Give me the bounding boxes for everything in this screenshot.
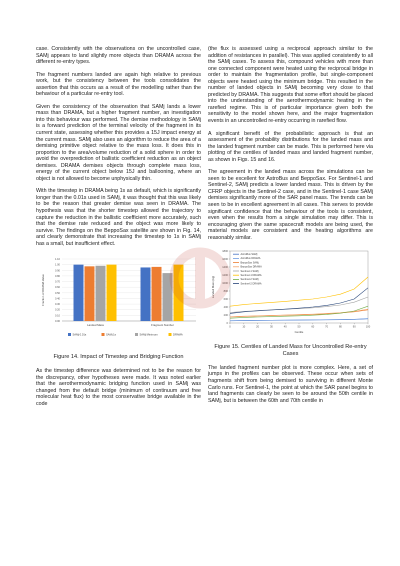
x-tick-label: 10 — [242, 325, 246, 329]
legend-label: AstroBus SAMj — [240, 253, 258, 257]
y-tick-label: 1600 — [222, 258, 228, 262]
x-tick-label: 40 — [283, 325, 287, 329]
x-tick-label: 70 — [325, 325, 329, 329]
y-tick-label: 1000 — [222, 282, 228, 286]
x-tick-label: 60 — [311, 325, 315, 329]
right-column — [208, 46, 373, 410]
x-tick-label: 30 — [269, 325, 273, 329]
red-logo-watermark — [168, 246, 232, 310]
y-tick-label: 0.80 — [54, 275, 60, 279]
paragraph: The agreement in the landed mass across the simulations can be seen to be excellent for AstroBus and BeppoSax. For Sentinel-1 and Sentinel-2, SAMj predicts a lower landed mass. This is driven by the CFRP objects in the Sentinel-2 case, and in the Sentinel-1 case SAMj demises significantly more of the SAR panel mass. The trends can be seen to be in excellent agreement in all cases. This serves to provide significant confidence that the behaviour of the tools is consistent, even when the results from a single simulation may differ. This is encouraging given the same spacecraft models are being used, the material models are consistent and the heating algorithms are reasonably similar. — [208, 169, 373, 241]
legend-label: BeppoSax DRAMA — [240, 265, 262, 269]
y-tick-label: 1400 — [222, 266, 228, 270]
paragraph: The landed fragment number plot is more complex. Here, a set of jumps in the profiles can be observed. These occur when sets of fragments shift from being demised to surviving in different Monte Carlo runs. For Sentinel-1, the point at which the SAR panel begins to land fragments can clearly be seen to be around the 50th centile in SAMj, but is between the 60th and 70th centile in — [208, 364, 373, 404]
paragraph: A significant benefit of the probabilistic approach is that an assessment of the probability distributions for the landed mass and the landed fragment number can be made. This is performed here via plotting of the centiles of landed mass and landed fragment number, as shown in Figs. 15 and 16. — [208, 130, 373, 163]
legend-swatch — [135, 333, 138, 336]
legend-swatch — [68, 333, 71, 336]
legend-label: Sentinel-2 DRAMA — [240, 282, 262, 286]
legend-label: SAMj 1s — [106, 334, 117, 338]
y-tick-label: 0.50 — [54, 292, 60, 296]
paragraph: Given the consistency of the observation that SAMj lands a lower mass than DRAMA, but a higher fragment number, an investigation into this behaviour was performed. The demise methodology in SAMj is a forward prediction of the terminal velocity of the fragment in its current state, assessing whether this provides a 15J impact energy at the current mass. SAMj also uses an algorithm to reduce the area of a demising primitive object relative to the mass loss. It does this in proportion to the area/volume reduction of a solid sphere in order to avoid the overprediction of ballistic coefficient reduction as an object demises. DRAMA demises objects through complete mass loss, energy of the current object below 15J and ballooning, where an object is not allowed to become unphysically thin. — [36, 103, 201, 182]
series-line — [230, 297, 368, 313]
y-tick-label: 1.10 — [54, 258, 60, 262]
figure-15 — [208, 247, 373, 340]
legend-label: Sentinel-1 DRAMA — [240, 274, 262, 278]
y-tick-label: 0 — [226, 322, 228, 326]
legend-label: DRAMA — [173, 334, 183, 338]
paragraph: As the timestep difference was determined not to be the reason for the discrepancy, other hypotheses were made. It was noted earlier that the aerothermodynamic bridging function used in SAMj was changed from the default bridge (minimum of continuum and free molecular heat flux) to the most conservative bridge available in the code — [36, 368, 201, 407]
y-tick-label: 600 — [223, 298, 228, 302]
x-tick-label: 90 — [352, 325, 356, 329]
y-axis-label: Landed Mass (kg) — [211, 276, 215, 299]
left-column — [36, 46, 201, 413]
bar — [74, 265, 84, 321]
y-tick-label: 0.70 — [54, 280, 60, 284]
bar — [152, 267, 162, 321]
figure-15-caption: Figure 15. Centiles of Landed Mass for Uncontrolled Re-entry Cases — [214, 344, 367, 358]
y-tick-label: 0.10 — [54, 314, 60, 318]
series-line — [230, 277, 368, 306]
line-chart-landed-mass-centiles — [208, 247, 373, 335]
figure-14-caption: Figure 14. Impact of Timestep and Bridging Function — [53, 354, 184, 361]
paragraph: The fragment numbers landed are again high relative to previous work, but the consistency between the tools consolidates the assertion that this occurs as a result of the modelling rather than the behaviour of a particular re-entry tool. — [36, 71, 201, 98]
y-tick-label: 0.90 — [54, 269, 60, 273]
x-tick-label: 50 — [297, 325, 301, 329]
paragraph: (the flux is assessed using a reciprocal approach similar to the addition of resistances in parallel). This was applied consistently to all the SAMj cases. To assess this, compound vehicles with more than one connected component were heated using the reciprocal bridge in order to maintain the fragmentation profile, but single-component objects were heated using the minimum bridge. This resulted in the number of landed objects in SAMj becoming very close to that predicted by DRAMA. This suggests that some effort should be placed into the understanding of the aerothermodynamic heating in the rarefied regime. This is of particular importance given both the sensitivity to the model shown here, and the major fragmentation events in an uncontrolled re-entry occurring in rarefied flow. — [208, 46, 373, 125]
y-tick-label: 0.20 — [54, 309, 60, 313]
x-tick-label: 100 — [365, 325, 371, 329]
y-tick-label: 0.30 — [54, 303, 60, 307]
x-tick-label: Landed Mass — [87, 323, 104, 328]
y-tick-label: 0.60 — [54, 286, 60, 290]
y-tick-label: 0.40 — [54, 297, 60, 301]
legend-label: Sentinel-1 SAMj — [240, 270, 259, 274]
y-tick-label: 1800 — [222, 250, 228, 254]
x-tick-label: 0 — [229, 325, 231, 329]
legend-label: BeppoSax SAMj — [240, 261, 259, 265]
legend-label: SAMj 0.01s — [72, 334, 87, 338]
bar — [96, 266, 106, 321]
paragraph: With the timestep in DRAMA being 1s as default, which is significantly longer than the 0.01s used in SAMj, it was thought that this was likely to be the reason that greater demise was seen in DRAMA. The hypothesis was that the shorter timestep allowed the trajectory to capture the reduction in the ballistic coefficient more accurately, such that the demise rate reduced and the object was more likely to survive. The findings on the BeppoSax satellite are shown in Fig. 14, and clearly demonstrate that increasing the timestep to 1s in SAMj has a small, but insufficient effect. — [36, 188, 201, 247]
y-tick-label: 800 — [223, 290, 228, 294]
x-tick-label: 20 — [256, 325, 260, 329]
y-axis-label: Fraction of DRAMA Value — [41, 274, 45, 307]
legend-label: AstroBus DRAMA — [240, 257, 261, 261]
paragraph: case. Consistently with the observations on the uncontrolled case, SAMj appears to land slightly more objects than DRAMA across the different re-entry types. — [36, 46, 201, 66]
x-tick-label: Fragment Number — [151, 323, 174, 328]
bar — [107, 265, 117, 321]
legend-swatch — [102, 333, 105, 336]
y-tick-label: 0.00 — [54, 320, 60, 324]
bar — [141, 268, 151, 322]
x-tick-label: 80 — [338, 325, 342, 329]
legend-label: SAMj Minimum — [139, 334, 158, 338]
legend-label: Sentinel-2 SAMj — [240, 278, 259, 282]
y-tick-label: 1.00 — [54, 263, 60, 267]
y-tick-label: 400 — [223, 306, 228, 310]
x-axis-label: Centile — [294, 330, 304, 335]
y-tick-label: 1200 — [222, 274, 228, 278]
y-tick-label: 200 — [223, 314, 228, 318]
legend-swatch — [169, 333, 172, 336]
bar — [85, 267, 95, 322]
